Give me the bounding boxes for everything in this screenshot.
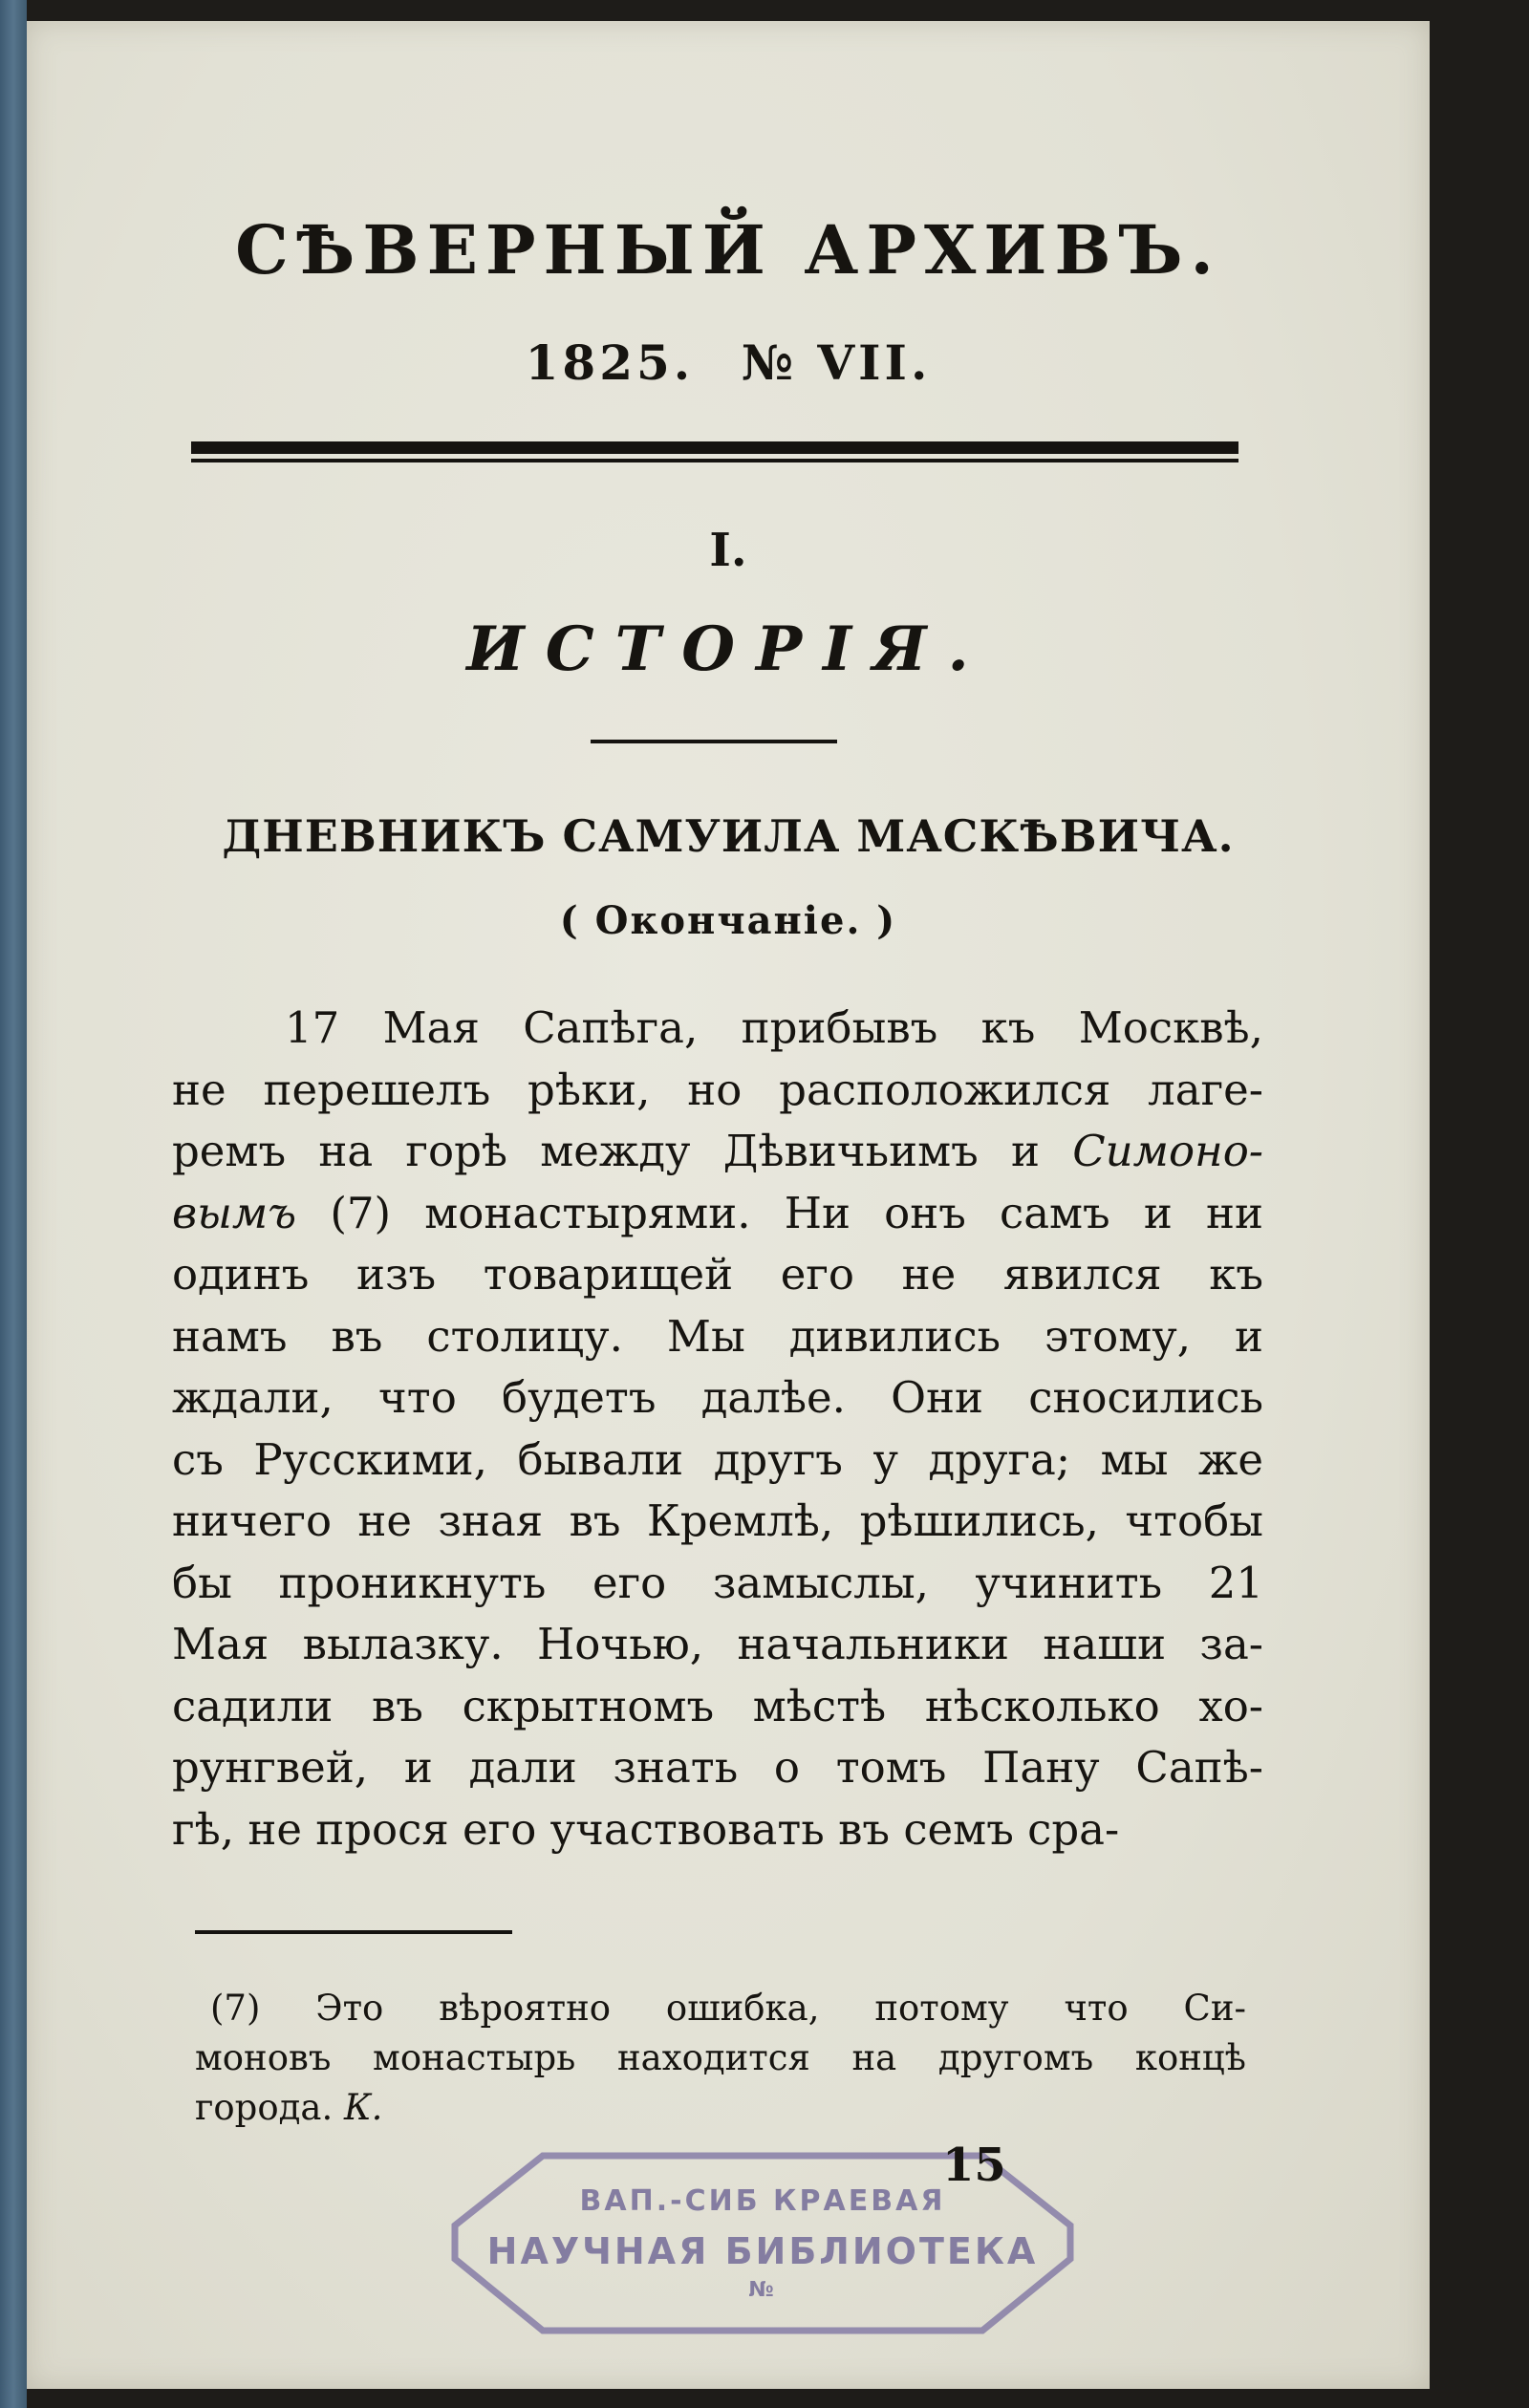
binding-edge bbox=[0, 0, 27, 2408]
body-line: бы проникнуть его замыслы, учинить 21 bbox=[172, 1557, 1263, 1608]
body-line-text: (7) монастырями. Ни онъ самъ и ни bbox=[296, 1187, 1263, 1238]
body-italic-text: вымъ bbox=[172, 1187, 297, 1238]
footnote-text: города. bbox=[195, 2087, 344, 2128]
article-subtitle: ( Окончаніе. ) bbox=[559, 898, 897, 943]
body-line: гѣ, не прося его участвовать въ семъ сра- bbox=[172, 1803, 1120, 1855]
footnote-rule bbox=[195, 1930, 512, 1934]
header-rule-thick bbox=[191, 441, 1238, 454]
page-number: 15 bbox=[942, 2139, 1006, 2192]
stamp-line: НАУЧНАЯ БИБЛИОТЕКА bbox=[486, 2230, 1039, 2272]
section-heading: ИСТОРІЯ. bbox=[466, 613, 990, 685]
body-line: Мая вылазку. Ночью, начальники наши за- bbox=[172, 1619, 1263, 1669]
body-line: не перешелъ рѣки, но расположился лаге- bbox=[172, 1064, 1263, 1115]
body-line: садили въ скрытномъ мѣстѣ нѣсколько хо- bbox=[172, 1680, 1263, 1731]
body-line: рунгвей, и дали знать о томъ Пану Сапѣ- bbox=[172, 1742, 1263, 1793]
header-rule-thin bbox=[191, 459, 1238, 462]
section-number: I. bbox=[709, 524, 747, 577]
issue-number: № VII. bbox=[741, 334, 932, 391]
body-line: съ Русскими, бывали другъ у друга; мы же bbox=[172, 1433, 1263, 1485]
article-title: ДНЕВНИКЪ САМУИЛА МАСКѢВИЧА. bbox=[222, 810, 1235, 862]
stamp-line: ВАП.-СИБ КРАЕВАЯ bbox=[579, 2184, 946, 2218]
footnote bbox=[195, 1984, 1246, 2133]
section-divider bbox=[591, 740, 837, 743]
stamp-line: № bbox=[748, 2278, 777, 2302]
body-line-mixed bbox=[172, 1183, 1263, 1245]
footnote-line bbox=[195, 2083, 1246, 2133]
footnote-line: моновъ монастырь находится на другомъ концѣ bbox=[195, 2037, 1246, 2078]
body-line: 17 Мая Сапѣга, прибывъ къ Москвѣ, bbox=[285, 1002, 1263, 1053]
body-line-text: ремъ на горѣ между Дѣвичьимъ и bbox=[172, 1126, 1073, 1176]
issue-line bbox=[27, 334, 1430, 391]
footnote-line: (7) Это вѣроятно ошибка, потому что Си- bbox=[210, 1988, 1246, 2029]
body-italic-text: Симоно- bbox=[1072, 1126, 1263, 1176]
body-line: намъ въ столицу. Мы дивились этому, и bbox=[172, 1310, 1263, 1362]
body-line-mixed bbox=[172, 1121, 1263, 1183]
issue-year: 1825. bbox=[525, 334, 695, 391]
body-line: ничего не зная въ Кремлѣ, рѣшились, чтобы bbox=[172, 1495, 1263, 1546]
body-text bbox=[172, 998, 1263, 1860]
body-line: одинъ изъ товарищей его не явился къ bbox=[172, 1249, 1263, 1300]
document-page bbox=[27, 21, 1430, 2389]
body-line: ждали, что будетъ далѣе. Они сносились bbox=[172, 1372, 1263, 1423]
journal-title: СѢВЕРНЫЙ АРХИВЪ. bbox=[235, 210, 1221, 290]
footnote-signature: К. bbox=[344, 2087, 383, 2128]
